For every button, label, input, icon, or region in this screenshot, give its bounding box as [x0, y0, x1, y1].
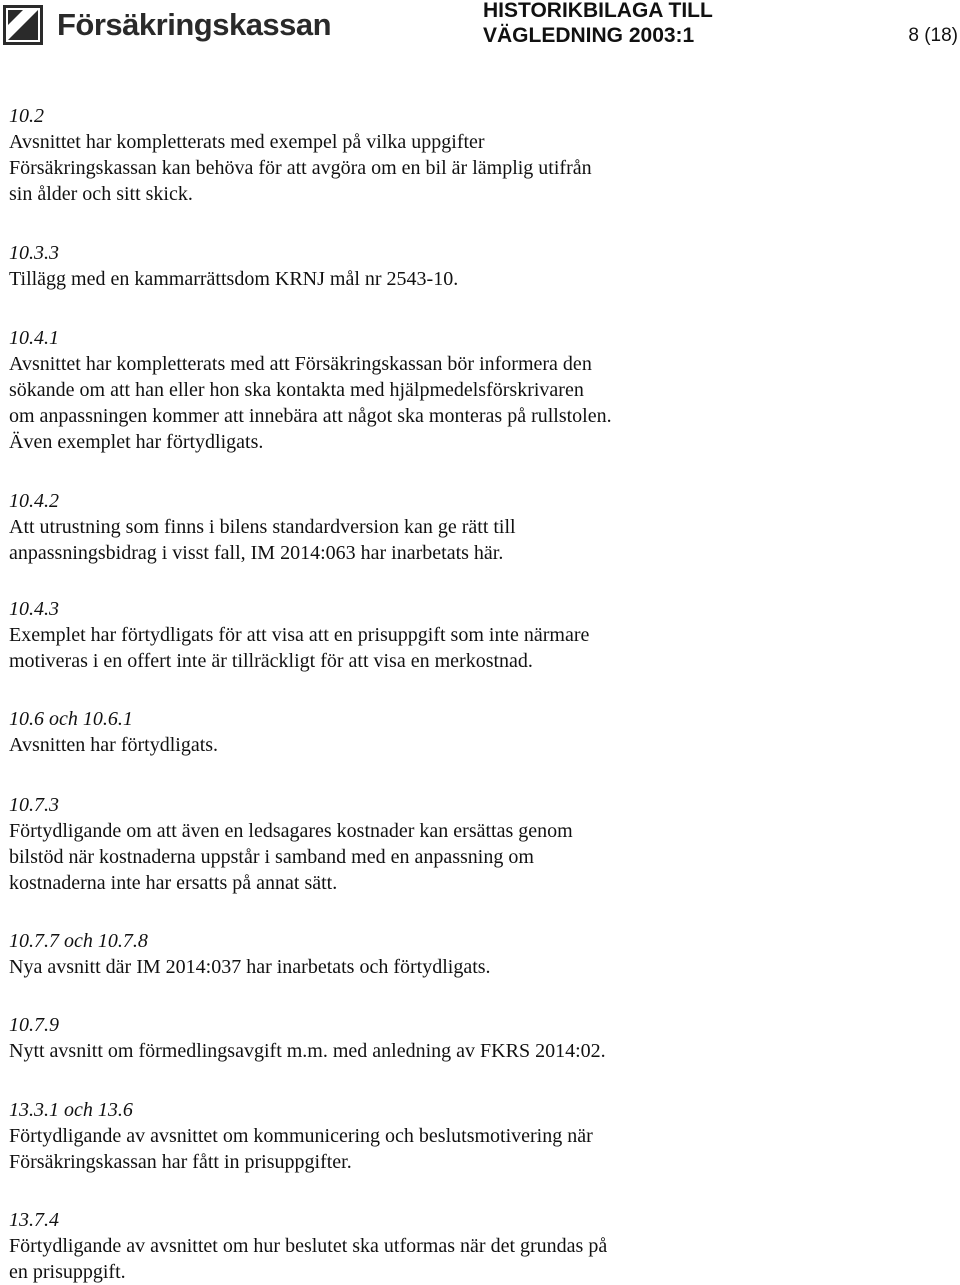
- document-title: [483, 0, 713, 48]
- section-text: Förtydligande om att även en ledsagares kostnader kan ersättas genom bilstöd när kostnaderna uppstår i samband med en anpassning om kostnaderna inte har ersatts på annat sätt.: [9, 820, 573, 894]
- section-number: 10.4.2: [9, 490, 59, 512]
- section-number: 13.3.1 och 13.6: [9, 1099, 133, 1121]
- section-number: 10.6 och 10.6.1: [9, 708, 133, 730]
- section-number: 13.7.4: [9, 1209, 59, 1231]
- section-number: 10.7.7 och 10.7.8: [9, 930, 148, 952]
- section-text: Nytt avsnitt om förmedlingsavgift m.m. med anledning av FKRS 2014:02.: [9, 1040, 606, 1062]
- document-title-line-2: VÄGLEDNING 2003:1: [483, 24, 695, 47]
- section-10-4-1: [9, 325, 939, 455]
- section-number: 10.2: [9, 105, 44, 127]
- section-text: Förtydligande av avsnittet om hur beslutet ska utformas när det grundas på en prisuppgift.: [9, 1235, 608, 1283]
- section-number: 10.4.1: [9, 327, 59, 349]
- document-title-line-1: HISTORIKBILAGA TILL: [483, 0, 713, 22]
- section-10-7-3: [9, 792, 939, 896]
- section-number: 10.7.3: [9, 794, 59, 816]
- page-number: 8 (18): [908, 25, 958, 46]
- section-text: Exemplet har förtydligats för att visa att en prisuppgift som inte närmare motiveras i en offert inte är tillräckligt för att visa en merkostnad.: [9, 624, 590, 672]
- logo-text: Försäkringskassan: [57, 7, 332, 42]
- section-number: 10.7.9: [9, 1014, 59, 1036]
- section-10-3-3: [9, 240, 939, 292]
- section-text: Avsnittet har kompletterats med att Försäkringskassan bör informera den sökande om att han eller hon ska kontakta med hjälpmedelsförskrivaren om anpassningen kommer att innebära att något ska monteras på rullstolen. Även exemplet har förtydligats.: [9, 353, 612, 453]
- section-text: Förtydligande av avsnittet om kommunicering och beslutsmotivering när Försäkringskassan har fått in prisuppgifter.: [9, 1125, 593, 1173]
- section-13-7-4: [9, 1207, 939, 1285]
- section-text: Att utrustning som finns i bilens standardversion kan ge rätt till anpassningsbidrag i visst fall, IM 2014:063 har inarbetats här.: [9, 516, 516, 564]
- logo: [3, 5, 331, 45]
- section-text: Avsnittet har kompletterats med exempel på vilka uppgifter Försäkringskassan kan behöva för att avgöra om en bil är lämplig utifrån sin ålder och sitt skick.: [9, 131, 592, 205]
- section-10-7-7: [9, 928, 939, 980]
- section-10-4-3: [9, 596, 939, 674]
- section-text: Avsnitten har förtydligats.: [9, 734, 219, 756]
- section-13-3-1: [9, 1097, 939, 1175]
- section-text: Nya avsnitt där IM 2014:037 har inarbetats och förtydligats.: [9, 956, 491, 978]
- forsakringskassan-logo-icon: [3, 5, 43, 45]
- section-number: 10.3.3: [9, 242, 59, 264]
- section-10-7-9: [9, 1012, 939, 1064]
- section-text: Tillägg med en kammarrättsdom KRNJ mål nr 2543-10.: [9, 268, 459, 290]
- section-number: 10.4.3: [9, 598, 59, 620]
- section-10-2: [9, 103, 939, 207]
- page-header: [0, 0, 960, 60]
- section-10-4-2: [9, 488, 939, 566]
- section-10-6: [9, 706, 939, 758]
